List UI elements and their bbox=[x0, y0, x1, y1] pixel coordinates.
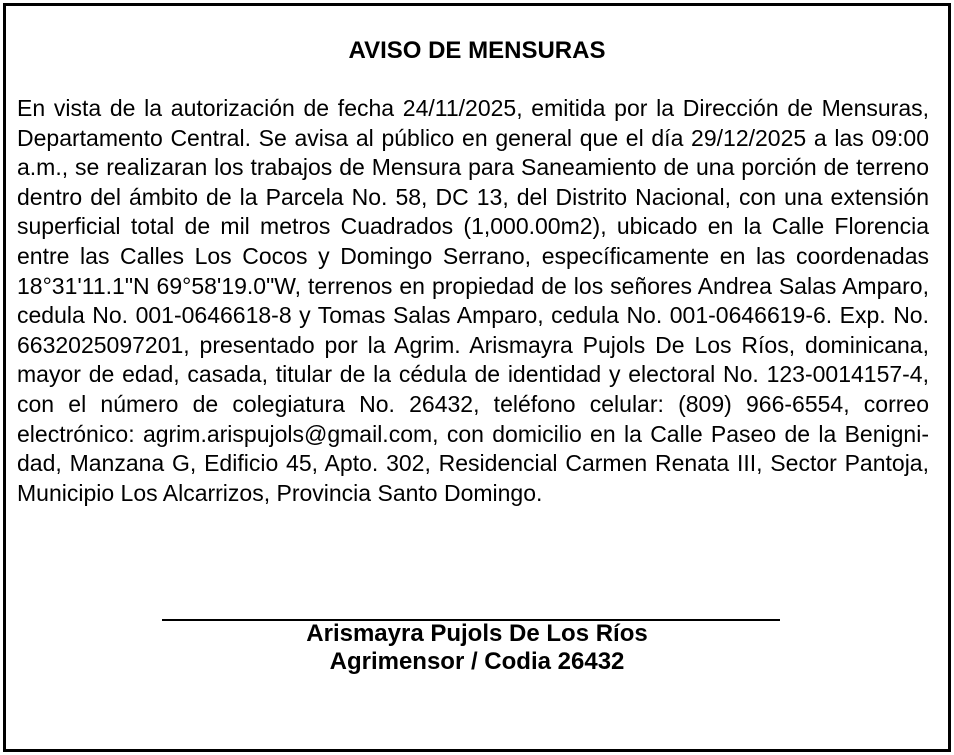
signer-name: Arismayra Pujols De Los Ríos bbox=[306, 620, 648, 647]
notice-body: En vista de la autorización de fecha 24/11/2025, emitida por la Dirección de Mensuras, Departamento Central. Se avisa al público en general que el día 29/12/2025 a las 09:00 a.m., se realizaran los trabajos de Mensura para Saneamiento de una porción de terreno dentro del ámbito de la Parcela No. 58, DC 13, del Distrito Nacional, con una extensión superficial total de mil metros Cuadrados (1,000.00m2), ubicado en la Calle Florencia entre las Calles Los Cocos y Domingo Serrano, específicamente en las coordenadas 18°31'11.1"N 69°58'19.0"W, terrenos en propiedad de los señores Andrea Salas Amparo, cedula No. 001-0646618-8 y Tomas Salas Amparo, cedula No. 001-0646619-6. Exp. No. 6632025097201, presentado por la Agrim. Arismayra Pujols De Los Ríos, dominicana, mayor de edad, casada, titular de la cédula de identidad y electoral No. 123-0014157-4, con el número de colegiatura No. 26432, teléfono celular: (809) 966-6554, correo electrónico: agrim.arispujols@gmail.com, con domicilio en la Calle Paseo de la Benignidad, Manzana G, Edificio 45, Apto. 302, Residencial Carmen Renata III, Sector Pantoja, Municipio Los Alcarrizos, Provincia Santo Domingo. bbox=[17, 95, 929, 506]
notice-title: AVISO DE MENSURAS bbox=[348, 37, 606, 64]
signer-role: Agrimensor / Codia 26432 bbox=[329, 648, 625, 675]
